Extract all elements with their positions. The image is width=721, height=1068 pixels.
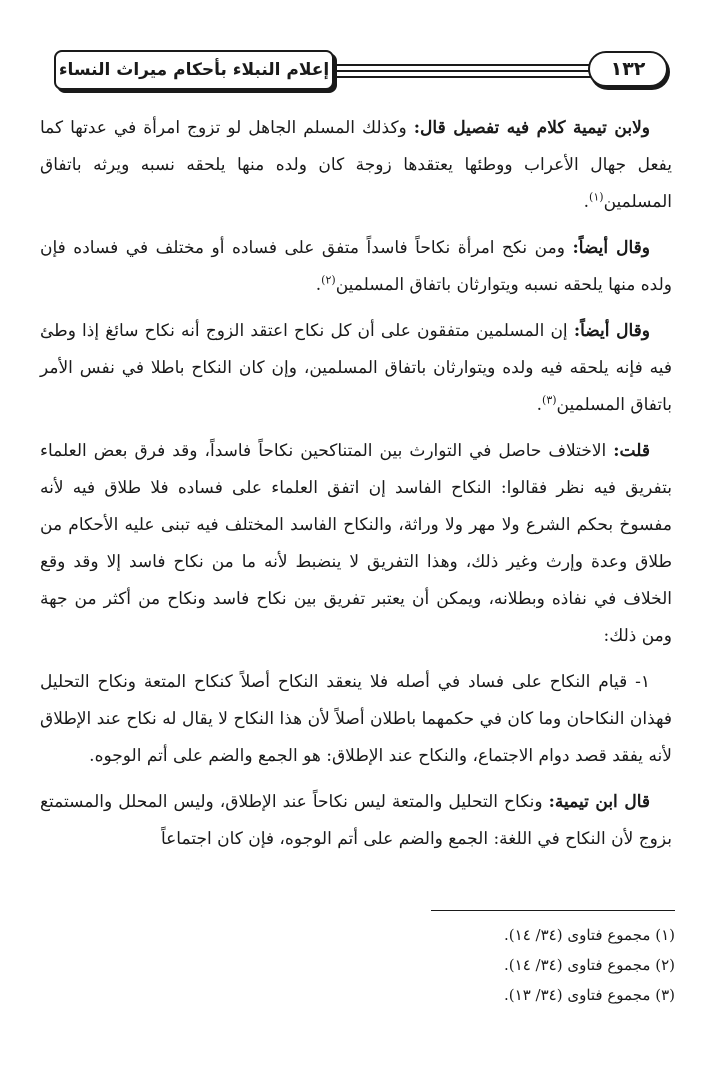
footnote-reference[interactable]: (٣) <box>542 393 557 407</box>
paragraph-tail: . <box>536 395 543 415</box>
footnote-reference[interactable]: (٢) <box>321 273 336 287</box>
paragraph <box>40 433 672 655</box>
header-rule <box>325 76 594 78</box>
paragraph-text: ونكاح التحليل والمتعة ليس نكاحاً عند الإطلاق، وليس المحلل والمستمتع بزوج لأن النكاح في اللغة: الجمع والضم على أتم الوجوه، فإن كان اجتماعاً <box>40 792 672 849</box>
footnote-reference[interactable]: (١) <box>589 190 604 204</box>
paragraph-lead: وقال أيضاً: <box>572 238 650 258</box>
paragraph-lead: وقال أيضاً: <box>573 321 650 341</box>
header-rule <box>325 64 594 66</box>
paragraph-lead: قال ابن تيمية: <box>548 792 651 812</box>
page-number: ١٣٢ <box>588 51 668 87</box>
footnote-separator <box>431 910 675 911</box>
footnote: (٢) مجموع فتاوى (٣٤/ ١٤). <box>504 956 675 974</box>
page-header <box>40 42 686 98</box>
paragraph-text: الاختلاف حاصل في التوارث بين المتناكحين نكاحاً فاسداً، وقد فرق بعض العلماء بتفريق فيه نظر فقالوا: النكاح الفاسد إن اتفق العلماء على فساده فلا طلاق فيه لأنه مفسوخ بحكم الشرع ولا مهر ولا وراثة، والنكاح الفاسد المختلف فيه تبنى عليه الأحكام من طلاق وعدة وإرث وغير ذلك، وهذا التفريق لا ينضبط لأنه ما من نكاح فاسد إلا وقد وقع الخلاف في نفاذه وبطلانه، ويمكن أن يعتبر تفريق بين نكاح فاسد ونكاح من أكثر من جهة ومن ذلك: <box>40 441 672 646</box>
header-rule <box>325 70 594 72</box>
paragraph-text: ومن نكح امرأة نكاحاً فاسداً متفق على فساده أو مختلف في فساده فإن ولده منها يلحقه نسبه ويتوارثان باتفاق المسلمين <box>40 238 672 295</box>
paragraph <box>40 664 672 775</box>
body-text <box>40 110 672 867</box>
paragraph-text: ١- قيام النكاح على فساد في أصله فلا ينعقد النكاح أصلاً كنكاح المتعة ونكاح التحليل فهذان النكاحان وما كان في حكمهما باطلان أصلاً لأن هذا النكاح لا يقال له نكاح عند الإطلاق لأنه يفقد قصد دوام الاجتماع، والنكاح عند الإطلاق: هو الجمع والضم على أتم الوجوه. <box>40 672 672 766</box>
footnote: (١) مجموع فتاوى (٣٤/ ١٤). <box>504 926 675 944</box>
paragraph-lead: قلت: <box>613 441 650 461</box>
paragraph-tail: . <box>315 275 322 295</box>
footnote: (٣) مجموع فتاوى (٣٤/ ١٣). <box>504 986 675 1004</box>
paragraph <box>40 230 672 304</box>
paragraph-text: إن المسلمين متفقون على أن كل نكاح اعتقد الزوج أنه نكاح سائغ إذا وطئ فيه فإنه يلحقه فيه ولده ويتوارثان باتفاق المسلمين، وإن كان النكاح باطلا في نفس الأمر باتفاق المسلمين <box>40 321 672 415</box>
paragraph-text: وكذلك المسلم الجاهل لو تزوج امرأة في عدتها كما يفعل جهال الأعراب ووطئها يعتقدها زوجة كان ولده منها يلحقه نسبه ويرثه باتفاق المسلمين <box>40 118 672 212</box>
running-title: إعلام النبلاء بأحكام ميراث النساء <box>54 50 334 90</box>
paragraph <box>40 313 672 424</box>
footnotes <box>275 920 675 1010</box>
paragraph <box>40 110 672 221</box>
paragraph-tail: . <box>583 192 590 212</box>
paragraph-lead: ولابن تيمية كلام فيه تفصيل قال: <box>413 118 650 138</box>
paragraph <box>40 784 672 858</box>
